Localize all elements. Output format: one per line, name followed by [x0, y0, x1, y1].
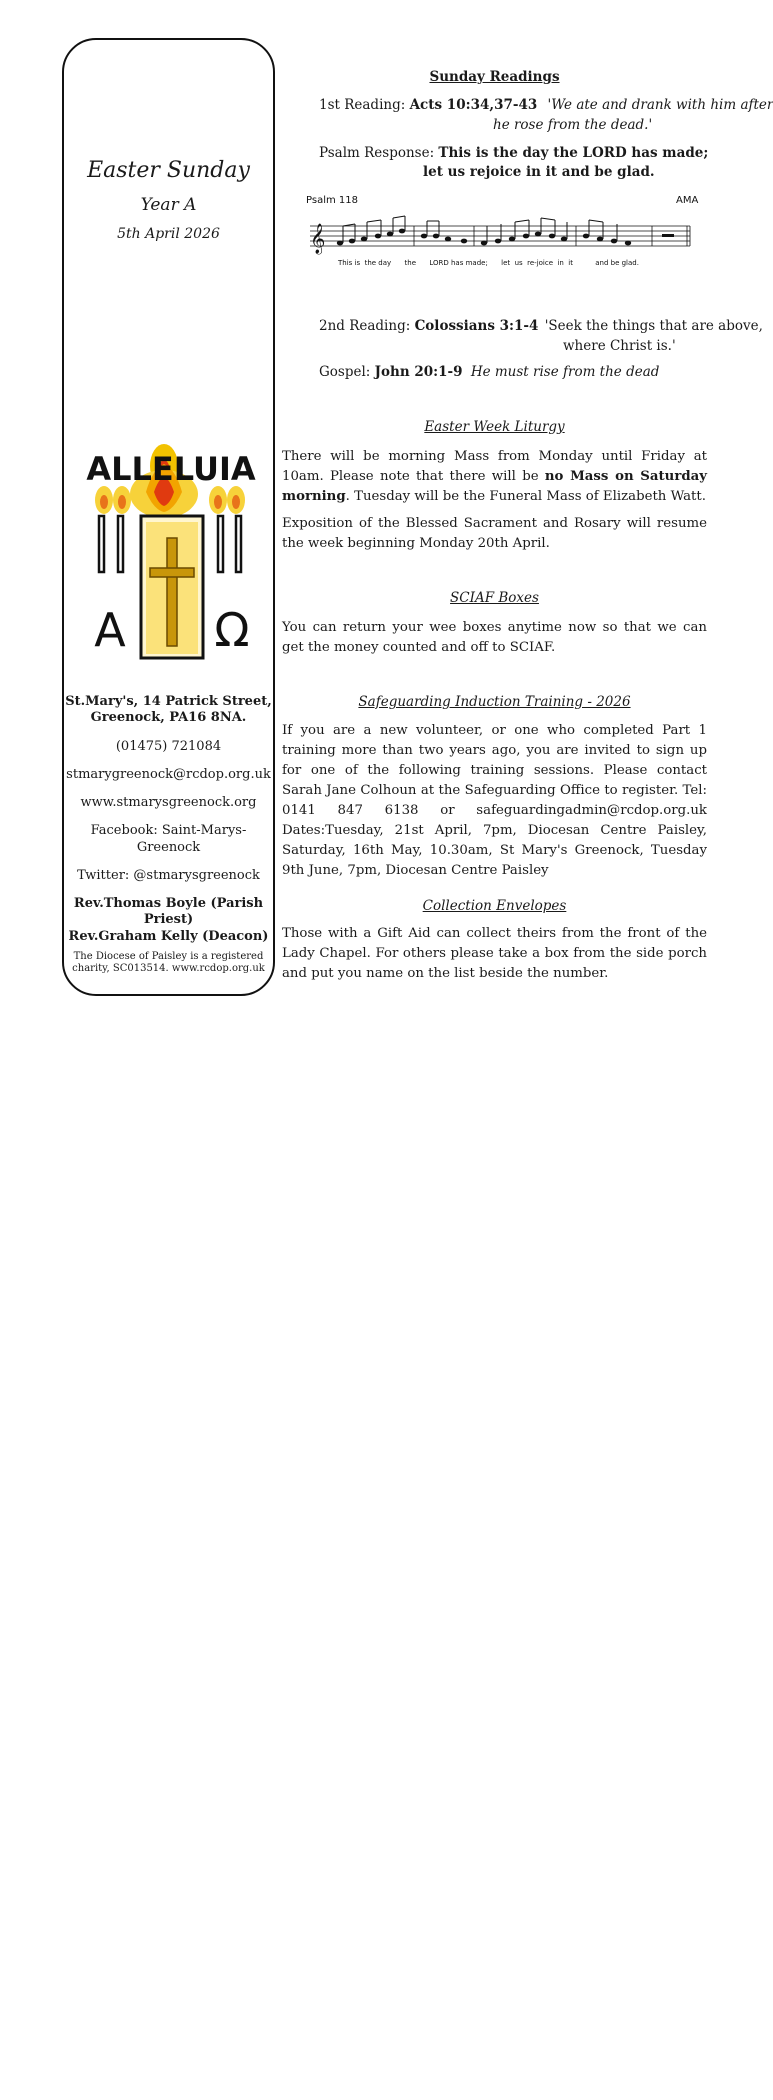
sidebar-panel	[62, 38, 275, 996]
address-line-2: Greenock, PA16 8NA.	[90, 710, 247, 726]
treble-clef-icon: 𝄞	[310, 224, 326, 254]
first-reading-label: 1st Reading:	[319, 97, 410, 113]
first-reading-text-1: 'We ate and drank with him after	[547, 97, 773, 113]
parish-priest: Rev.Thomas Boyle (Parish Priest)	[73, 896, 264, 928]
twitter-handle: Twitter: @stmarysgreenock	[77, 867, 260, 883]
deacon: Rev.Graham Kelly (Deacon)	[68, 928, 269, 944]
second-reading-text-2: where Christ is.'	[563, 338, 676, 354]
first-reading-text-2: he rose from the dead.'	[493, 117, 653, 133]
address-line-1: St.Mary's, 14 Patrick Street,	[65, 694, 272, 709]
liturgical-year: Year A	[140, 195, 197, 215]
first-reading-ref: Acts 10:34,37-43	[409, 97, 538, 113]
first-reading	[319, 97, 773, 113]
feast-title: Easter Sunday	[87, 158, 250, 183]
feast-date: 5th April 2026	[117, 226, 220, 242]
easter-week-paragraph-2: Exposition of the Blessed Sacrament and Rosary will resume the week beginning Monday 20th April.	[282, 516, 707, 551]
easter-week-paragraph-1	[282, 447, 707, 507]
alleluia-text: ALLELUIA	[86, 450, 256, 488]
gospel-label: Gospel:	[319, 364, 375, 380]
website-link: www.stmarysgreenock.org	[80, 795, 257, 810]
gospel-reading	[319, 364, 659, 380]
safeguarding-heading: Safeguarding Induction Training - 2026	[358, 694, 631, 710]
psalm-music-notation	[306, 193, 706, 293]
easter-week-heading: Easter Week Liturgy	[424, 419, 565, 435]
easter-week-p1-a: There will be morning Mass from Monday until Friday at 10am. Please note that there will be	[282, 449, 707, 484]
facebook-handle: Facebook: Saint-Marys-Greenock	[90, 823, 247, 855]
alleluia-candle-logo	[86, 432, 256, 664]
second-reading	[319, 318, 763, 334]
email-address: stmarygreenock@rcdop.org.uk	[66, 766, 271, 782]
music-lyrics: This is the day the LORD has made; let us re-joice in it and be glad.	[338, 259, 639, 267]
phone-number: (01475) 721084	[115, 738, 222, 754]
second-reading-label: 2nd Reading:	[319, 318, 415, 334]
gospel-text: He must rise from the dead	[470, 364, 660, 380]
readings-heading: Sunday Readings	[429, 69, 560, 85]
envelopes-paragraph: Those with a Gift Aid can collect theirs from the front of the Lady Chapel. For others please take a box from the side porch and put you name on the list beside the number.	[282, 926, 707, 981]
easter-week-p1-b: . Tuesday will be the Funeral Mass of Elizabeth Watt.	[345, 489, 706, 504]
gospel-ref: John 20:1-9	[374, 364, 463, 380]
second-reading-text-1: 'Seek the things that are above,	[544, 318, 763, 334]
sciaf-heading: SCIAF Boxes	[450, 590, 539, 606]
psalm-text-1: This is the day the LORD has made;	[438, 145, 709, 161]
safeguarding-paragraph: If you are a new volunteer, or one who completed Part 1 training more than two years ago, you are invited to sign up for one of the following training sessions. Please contact Sarah Jane Colhoun at the Safeguarding Office to register. Tel: 0141 847 6138 or safeguardingadmin@rcdop.org.uk Dates:Tuesday, 21st April, 7pm, Diocesan Centre Paisley, Saturday, 16th May, 10.30am, St Mary's Greenock, Tuesday 9th June, 7pm, Diocesan Centre Paisley	[282, 723, 707, 878]
envelopes-heading: Collection Envelopes	[422, 898, 567, 914]
psalm-label: Psalm Response:	[319, 145, 439, 161]
psalm-response	[319, 145, 708, 161]
easter-week-p1-bold: no Mass on Saturday morning	[282, 469, 707, 504]
sciaf-paragraph: You can return your wee boxes anytime now so that we can get the money counted and off to SCIAF.	[282, 620, 707, 655]
parish-contact	[64, 694, 273, 988]
psalm-text-2: let us rejoice in it and be glad.	[423, 164, 655, 180]
second-reading-ref: Colossians 3:1-4	[414, 318, 539, 334]
alpha-symbol: A	[94, 603, 126, 657]
music-psalm-label: Psalm 118	[306, 195, 358, 206]
music-source-label: AMA	[676, 195, 699, 206]
omega-symbol: Ω	[214, 603, 250, 657]
charity-notice: The Diocese of Paisley is a registered charity, SC013514. www.rcdop.org.uk	[72, 950, 265, 975]
